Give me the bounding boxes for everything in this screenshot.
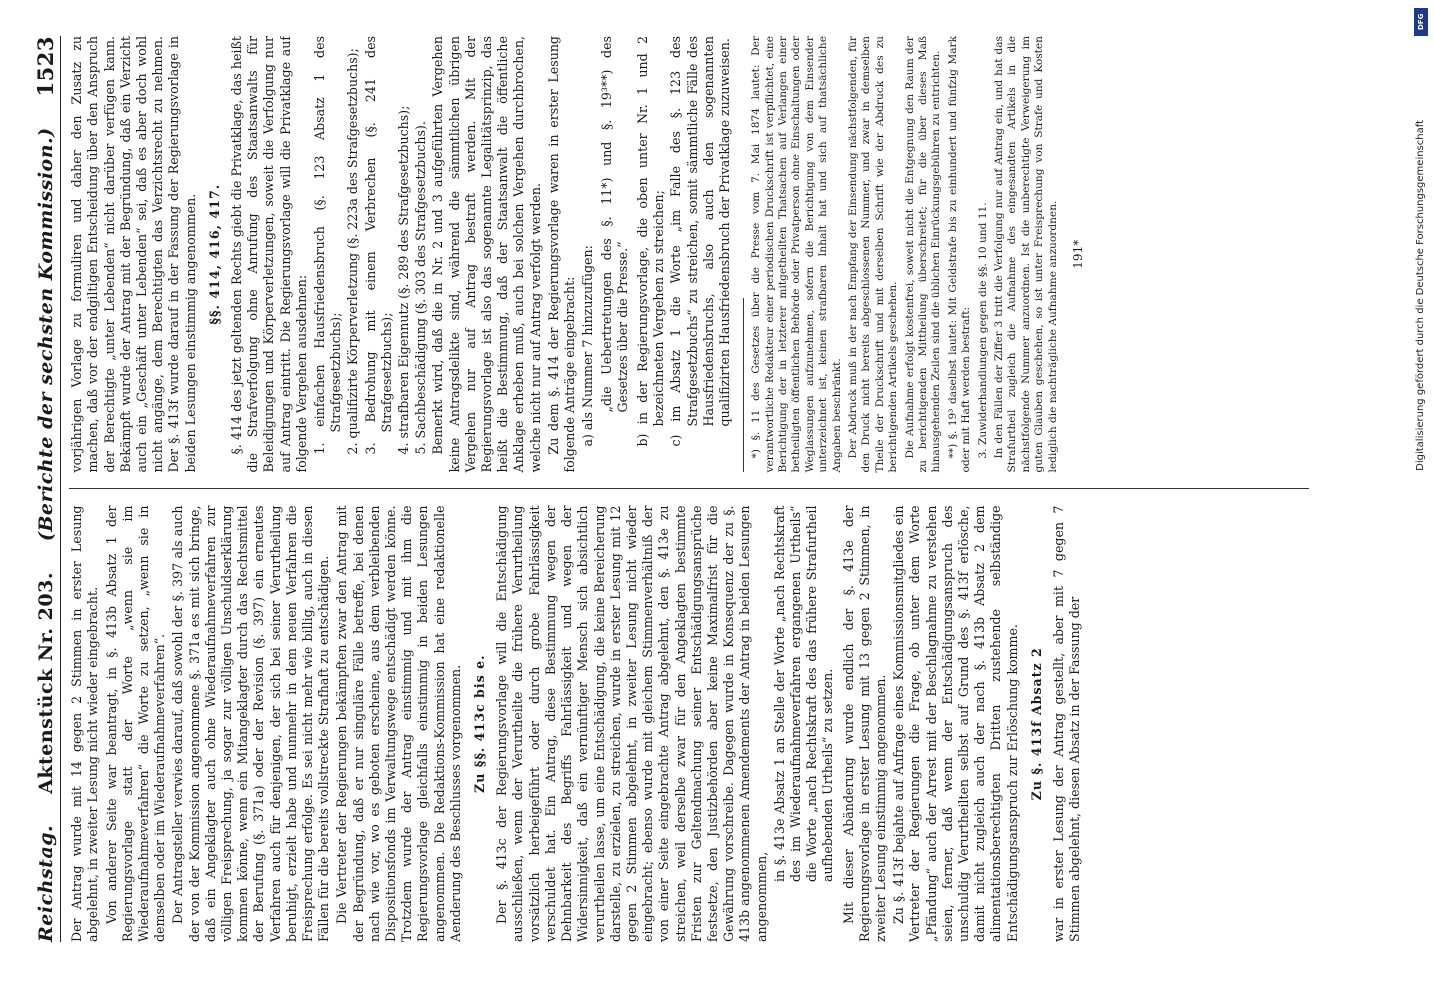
paragraph: Zu dem §. 414 der Regierungsvorlage waren in erster Lesung folgende Anträge eingebracht:	[545, 36, 578, 473]
header-document-number: Aktenstück Nr. 203.	[35, 572, 57, 794]
paragraph: in §. 413e Absatz 1 an Stelle der Worte „nach Rechtskraft des im Wiederaufnahmeverfahren ergangenen Urtheils“ die Worte „nach Rechtskraft des das frühere Strafurtheil aufhebenden Urtheils“ zu setzen.	[771, 505, 836, 882]
dfg-logo-icon: DFG	[1414, 8, 1428, 36]
footnote: Die Aufnahme erfolgt kostenfrei, soweit nicht die Entgegnung den Raum der zu berichtigenden Mittheilung überschreitet; für die über dieses Maß hinausgehenden Zeilen sind die üblichen Einrückungsgebühren zu entrichten.	[903, 36, 943, 473]
header-reichstag: Reichstag.	[35, 824, 57, 942]
text-columns	[69, 36, 1309, 942]
right-column	[69, 36, 1309, 489]
paragraph: Zu §. 413f bejahte auf Anfrage eines Kommissionsmitgliedes ein Vertreter der Regierungen die Frage, ob unter dem Worte „Pfändung“ auch der Arrest mit der Beschlagnahme zu verstehen seien, ferner, daß wenn der Entschädigungsanspruch des unschuldig Verurtheilten selbst auf Grund des §. 413f erlösche, damit nicht zugleich auch der nach §. 413b Absatz 2 dem alimentationsberechtigten Dritten zustehende selbständige Entschädigungsanspruch zur Erlöschung komme.	[891, 505, 1020, 942]
paragraph: Mit dieser Abänderung wurde endlich der §. 413e der Regierungsvorlage in erster Lesung mit 13 gegen 2 Stimmen, in zweiter Lesung einstimmig angenommen.	[840, 505, 888, 942]
list-item: c) im Absatz 1 die Worte „im Falle des §. 123 des Strafgesetzbuchs“ zu streichen, somit sämmtliche Fälle des Hausfriedensbruchs, also auch den sogenannten qualifizirten Hausfriedensbruch der Privatklage zuzuweisen.	[668, 36, 732, 447]
footnote: In den Fällen der Ziffer 3 tritt die Verfolgung nur auf Antrag ein, und hat das Strafurtheil zugleich die Aufnahme des eingesandten Artikels in die nächstfolgende Nummer anzuordnen. Ist die unberechtigte Verweigerung im guten Glauben geschehen, so ist unter Freisprechung von Strafe und Kosten lediglich die nachträgliche Aufnahme anzuordnen.	[993, 36, 1059, 473]
footnote: 3. Zuwiderhandlungen gegen die §§. 10 und 11.	[976, 202, 989, 459]
section-heading: §§. 414, 416, 417.	[206, 183, 222, 325]
left-column	[69, 489, 1309, 943]
list-item: a) als Nummer 7 hinzuzufügen:	[580, 245, 596, 447]
paragraph: Die Vertreter der Regierungen bekämpften zwar den Antrag mit der Begründung, daß er nur singuläre Fälle betreffe, bei denen nach wie vor, wo es geboten erscheine, aus dem verbleibenden Dispositionsfonds im Verwaltungswege entschädigt werden könne. Trotzdem wurde der Antrag einstimmig und mit ihm die Regierungsvorlage gleichfalls einstimmig in beiden Lesungen angenommen. Die Redaktions-Kommission hat eine redaktionelle Aenderung des Beschlusses vorgenommen.	[334, 505, 463, 942]
paragraph: Von anderer Seite war beantragt, in §. 413b Absatz 1 der Regierungsvorlage statt der Worte „wenn sie im Wiederaufnahmeverfahren“ die Worte zu setzen, „wenn sie in demselben oder im Wiederaufnahmeverfahren“.	[103, 505, 168, 942]
section-heading: Zu §. 413f Absatz 2	[1028, 647, 1044, 801]
footnote: **) §. 19³ daselbst lautet: Mit Geldstrafe bis zu einhundert und fünfzig Mark oder mit Haft werden bestraft:	[946, 36, 973, 473]
paragraph: §. 414 des jetzt geltenden Rechts giebt die Privatklage, das heißt die Strafverfolgung ohne Anrufung des Staatsanwalts für Beleidigungen und Körperverletzungen, soweit die Verfolgung nur auf Antrag eintritt. Die Regierungsvorlage will die Privatklage auf folgende Vergehen ausdehnen:	[229, 36, 309, 473]
paragraph: Der §. 413c der Regierungsvorlage will die Entschädigung ausschließen, wenn der Verurtheilte die frühere Verurtheilung vorsätzlich herbeigeführt oder durch grobe Fahrlässigkeit verschuldet hat. Ein Antrag, diese Bestimmung wegen der Dehnbarkeit des Begriffs Fahrlässigkeit und wegen der Widersinnigkeit, daß ein vernünftiger Mensch sich absichtlich verurtheilen lasse, um eine Entschädigung, die keine Bereicherung darstelle, zu erzielen, zu streichen, wurde in erster Lesung mit 12 gegen 2 Stimmen abgelehnt, in zweiter Lesung nicht wieder eingebracht; ebenso wurde mit gleichem Stimmenverhältniß der von einer Seite eingebrachte Antrag abgelehnt, den §. 413e zu streichen, weil derselbe zwar für den Angeklagten bestimmte Fristen zur Geltendmachung seiner Entschädigungsansprüche festsetze, den Justizbehörden aber keine Maximalfrist für die Gewährung vorschreibe. Dagegen wurde in Konsequenz der zu §. 413b angenommenen Amendements der Antrag in beiden Lesungen angenommen,	[494, 505, 769, 942]
quote: „die Uebertretungen des §. 11*) und §. 19³**) des Gesetzes über die Presse.“	[598, 36, 630, 413]
paragraph: vorjährigen Vorlage zu formuliren und daher den Zusatz zu machen, daß vor der endgiltigen Entscheidung über den Anspruch der Berechtigte „unter Lebenden“ nicht darüber verfügen kann. Bekämpft wurde der Antrag mit der Begründung, daß ein Verzicht auch ein „Geschäft unter Lebenden“ sei, daß es aber doch wohl nicht angänge, dem Berechtigten das Verzichtsrecht zu nehmen. Der §. 413f wurde darauf in der Fassung der Regierungsvorlage in beiden Lesungen einstimmig angenommen.	[69, 36, 198, 473]
list-item: 3. Bedrohung mit einem Verbrechen (§. 241 des Strafgesetzbuchs);	[362, 36, 394, 455]
paragraph: war in erster Lesung der Antrag gestellt, aber mit 7 gegen 7 Stimmen abgelehnt, diesen Absatz in der Fassung der	[1050, 505, 1083, 942]
section-heading: Zu §§. 413c bis e.	[472, 654, 488, 793]
paragraph: Der Antragsteller verwies darauf, daß sowohl der §. 397 als auch der von der Kommission angenommene §. 371a es mit sich bringe, daß ein Angeklagter auch ohne Wiederaufnahmeverfahren zur völligen Freisprechung, ja sogar zur völligen Unschuldserklärung kommen könne, wenn ein Mitangeklagter durch das Rechtsmittel der Berufung (§. 371a) oder der Revision (§. 397) ein erneutes Verfahren auch für denjenigen, der sich bei seiner Verurtheilung beruhigt, erzielt habe und nunmehr in dem neuen Verfahren die Freisprechung erfolge. Es sei nicht mehr wie billig, auch in diesen Fällen für die bereits vollstreckte Strafhaft zu entschädigen.	[170, 505, 332, 942]
list-item: 5. Sachbeschädigung (§. 303 des Strafgesetzbuchs).	[413, 121, 429, 455]
list-item: b) in der Regierungsvorlage, die oben unter Nr. 1 und 2 bezeichneten Vergehen zu streichen;	[634, 36, 667, 447]
digitization-note	[1408, 0, 1434, 1000]
signature-mark: 191*	[1071, 239, 1086, 269]
footnote: Der Abdruck muß in der nach Empfang der Einsendung nächstfolgenden, für den Druck nicht bereits abgeschlossenen Nummer, und zwar in demselben Theile der Druckschrift und mit derselben Schrift wie der Abdruck des zu berichtigenden Artikels geschehen.	[846, 36, 900, 473]
list-item: 4. strafbaren Eigennutz (§. 289 des Strafgesetzbuchs);	[396, 105, 412, 455]
header-commission: (Berichte der sechsten Kommission.)	[35, 127, 57, 542]
page-header	[33, 36, 61, 942]
footnote-divider	[743, 298, 744, 473]
paragraph: Der Antrag wurde mit 14 gegen 2 Stimmen in erster Lesung abgelehnt, in zweiter Lesung nicht wieder eingebracht.	[69, 505, 101, 942]
list-item: 1. einfachen Hausfriedensbruch (§. 123 Absatz 1 des Strafgesetzbuchs);	[312, 36, 344, 455]
paragraph: Bemerkt wird, daß die in Nr. 2 und 3 aufgeführten Vergehen keine Antragsdelikte sind, während die sämmtlichen übrigen Vergehen nur auf Antrag bestraft werden. Mit der Regierungsvorlage ist also das sogenannte Legalitätsprinzip, das heißt die Bestimmung, daß der Staatsanwalt die öffentliche Anklage erheben muß, auch bei solchen Vergehen durchbrochen, welche nicht nur auf Antrag verfolgt werden.	[430, 36, 543, 473]
list-item: 2. qualifizirte Körperverletzung (§. 223a des Strafgesetzbuchs);	[345, 48, 361, 455]
footnote: *) §. 11 des Gesetzes über die Presse vom 7. Mai 1874 lautet: Der verantwortliche Redakteur einer periodischen Druckschrift ist verpflichtet, eine Berichtigung der in letzterer mitgetheilten Thatsachen auf Verlangen einer betheiligten öffentlichen Behörde oder Privatperson ohne Einschaltungen oder Weglassungen aufzunehmen, sofern die Berichtigung von dem Einsender unterzeichnet ist, keinen strafbaren Inhalt hat und sich auf thatsächliche Angaben beschränkt.	[750, 36, 843, 473]
digitization-note-text: Digitalisierung gefördert durch die Deutsche Forschungsgemeinschaft	[1415, 120, 1426, 471]
header-page-number: 1523	[33, 36, 58, 97]
